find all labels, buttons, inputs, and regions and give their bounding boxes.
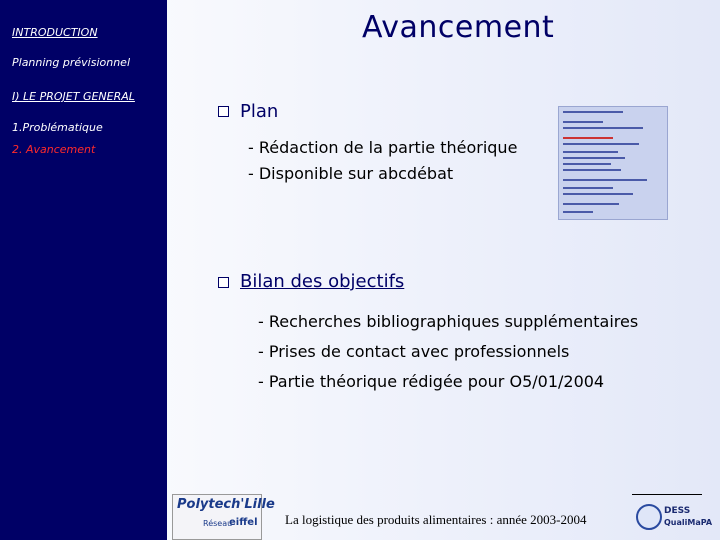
dess-qualimapa-logo: DESS QualiMaPA xyxy=(634,500,704,538)
divider xyxy=(632,494,702,495)
sidebar xyxy=(0,0,167,540)
sub-item: - Prises de contact avec professionnels xyxy=(258,342,570,361)
sub-item: - Partie théorique rédigée pour O5/01/2004 xyxy=(258,372,605,391)
polytech-lille-logo: Polytech'Lille Réseau eiffel xyxy=(172,494,262,540)
bullet-bilan: Bilan des objectifs xyxy=(240,271,405,292)
plan-thumbnail xyxy=(558,106,668,220)
nav-avancement[interactable]: 2. Avancement xyxy=(12,143,96,156)
bullet-icon xyxy=(218,106,229,117)
nav-projet-general[interactable]: I) LE PROJET GENERAL xyxy=(12,90,135,103)
bullet-plan: Plan xyxy=(240,101,279,122)
bullet-icon xyxy=(218,277,229,288)
slide-title: Avancement xyxy=(362,10,555,45)
sub-item: - Recherches bibliographiques supplémentaires xyxy=(258,312,639,331)
sub-item: - Rédaction de la partie théorique xyxy=(248,138,518,157)
nav-introduction[interactable]: INTRODUCTION xyxy=(12,26,98,39)
nav-planning[interactable]: Planning prévisionnel xyxy=(12,56,131,69)
nav-problematique[interactable]: 1.Problématique xyxy=(12,121,103,134)
footer-text: La logistique des produits alimentaires : année 2003-2004 xyxy=(285,512,587,527)
globe-icon xyxy=(636,504,662,530)
sub-item: - Disponible sur abcdébat xyxy=(248,164,454,183)
